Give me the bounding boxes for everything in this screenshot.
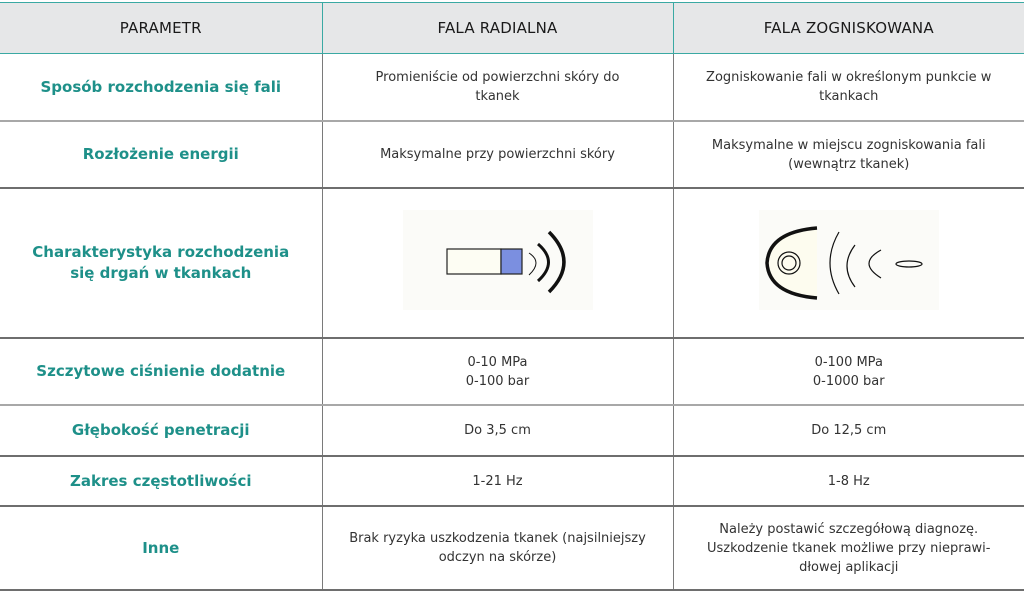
focused-value: Do 12,5 cm — [673, 405, 1024, 456]
focused-value — [673, 338, 1024, 405]
focused-value: Zogniskowanie fali w określonym punkcie w tkankach — [673, 54, 1024, 122]
table-row — [0, 405, 1024, 456]
radial-value: Promieniście od powierzchni skóry do tkanek — [322, 54, 673, 122]
radial-value: Brak ryzyka uszkodzenia tkanek (najsilniejszy odczyn na skórze) — [322, 506, 673, 590]
param-label: Rozłożenie energii — [0, 121, 322, 188]
radial-wave-diagram-icon — [403, 210, 593, 316]
comparison-table — [0, 2, 1024, 591]
radial-pressure-mpa: 0-10 MPa — [467, 354, 528, 370]
param-label: Głębokość penetracji — [0, 405, 322, 456]
param-label: Zakres częstotliwości — [0, 456, 322, 506]
param-label: Sposób rozchodzenia się fali — [0, 54, 322, 122]
table-row — [0, 188, 1024, 338]
radial-diagram-cell — [322, 188, 673, 338]
focused-wave-diagram-icon — [759, 210, 939, 316]
focused-pressure-mpa: 0-100 MPa — [814, 354, 883, 370]
focused-value: Należy postawić szczegółową diagnozę. Uszkodzenie tkanek możliwe przy nieprawi-dłowej aplikacji — [673, 506, 1024, 590]
radial-value: Do 3,5 cm — [322, 405, 673, 456]
radial-value: Maksymalne przy powierzchni skóry — [322, 121, 673, 188]
param-label: Inne — [0, 506, 322, 590]
radial-value — [322, 338, 673, 405]
header-fala-radialna: FALA RADIALNA — [322, 3, 673, 54]
header-parametr: PARAMETR — [0, 3, 322, 54]
table-row — [0, 121, 1024, 188]
focused-value: 1-8 Hz — [673, 456, 1024, 506]
table-row — [0, 506, 1024, 590]
focused-diagram-cell — [673, 188, 1024, 338]
focused-pressure-bar: 0-1000 bar — [812, 373, 885, 389]
param-label: Charakterystyka rozchodzenia się drgań w tkankach — [0, 188, 322, 338]
header-fala-zogniskowana: FALA ZOGNISKOWANA — [673, 3, 1024, 54]
radial-pressure-bar: 0-100 bar — [465, 373, 530, 389]
table-row — [0, 54, 1024, 122]
table-row — [0, 338, 1024, 405]
header-row — [0, 3, 1024, 54]
table-row — [0, 456, 1024, 506]
radial-value: 1-21 Hz — [322, 456, 673, 506]
focused-value: Maksymalne w miejscu zogniskowania fali (wewnątrz tkanek) — [673, 121, 1024, 188]
param-label: Szczytowe ciśnienie dodatnie — [0, 338, 322, 405]
